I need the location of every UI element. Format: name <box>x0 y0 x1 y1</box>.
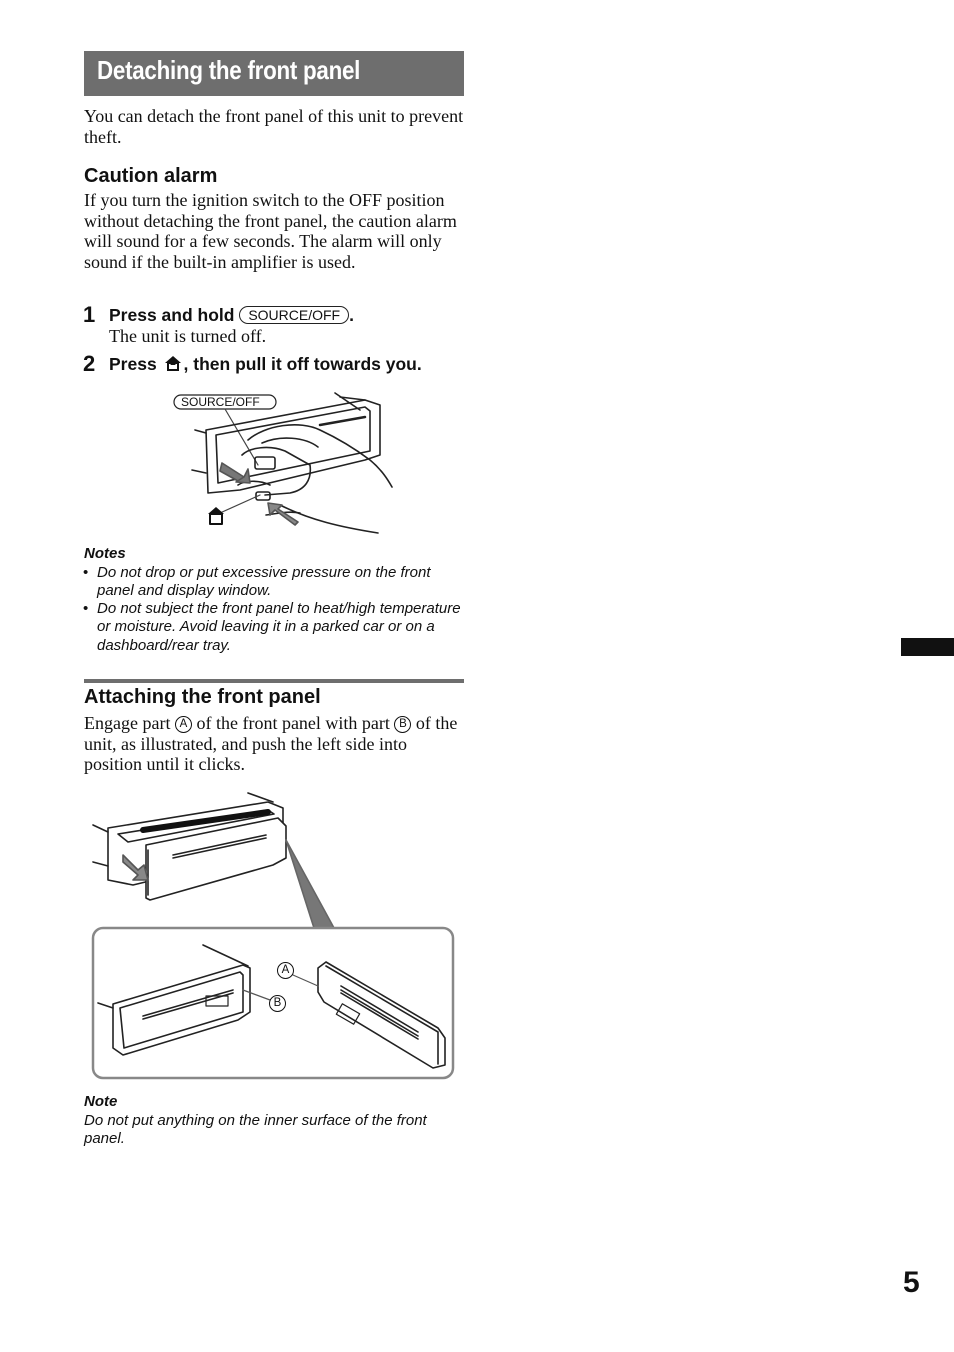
attach-illustration <box>88 790 460 1085</box>
part-b-marker: B <box>394 716 411 733</box>
step-1-text-end: . <box>349 305 354 325</box>
attach-text: of the front panel with part <box>191 713 395 733</box>
step-1-number: 1 <box>83 302 96 327</box>
step-2-text: Press <box>109 354 162 374</box>
attach-paragraph <box>84 713 469 775</box>
step-1-text: Press and hold <box>109 305 240 325</box>
note-text: Do not subject the front panel to heat/high temperature or moisture. Avoid leaving it in a parked car or on a dashboard/rear tray. <box>97 600 461 654</box>
eject-icon <box>164 355 182 377</box>
section-divider <box>84 679 464 683</box>
step-2-instruction <box>109 354 422 377</box>
step-1-instruction <box>109 305 354 326</box>
bullet: • <box>83 564 89 581</box>
source-off-button-label: SOURCE/OFF <box>239 306 349 324</box>
note-item <box>83 600 465 655</box>
intro-paragraph: You can detach the front panel of this unit to prevent theft. <box>84 106 464 147</box>
page-number: 5 <box>903 1266 920 1299</box>
part-b-label-text: B <box>269 995 286 1012</box>
note-text: Do not drop or put excessive pressure on the front panel and display window. <box>97 564 431 600</box>
section-title: Detaching the front panel <box>97 55 361 85</box>
figure-part-b-label <box>269 995 286 1013</box>
section-tab-marker <box>901 638 954 656</box>
figure-source-off-label: SOURCE/OFF <box>181 395 260 409</box>
step-2-text-end: , then pull it off towards you. <box>183 354 422 374</box>
figure-part-a-label <box>277 962 294 980</box>
note-heading: Note <box>84 1093 118 1110</box>
step-1-result: The unit is turned off. <box>109 326 267 346</box>
notes-heading: Notes <box>84 545 126 562</box>
caution-paragraph: If you turn the ignition switch to the OFF position without detaching the front panel, the caution alarm will sound for a few seconds. The alarm will only sound if the built-in amplifier is used. <box>84 190 457 272</box>
note-item <box>83 564 465 601</box>
part-a-marker: A <box>175 716 192 733</box>
attach-text: Engage part <box>84 713 175 733</box>
note-text: Do not put anything on the inner surface of the front panel. <box>84 1112 427 1148</box>
part-a-label-text: A <box>277 962 294 979</box>
step-2-number: 2 <box>83 351 96 376</box>
detach-illustration <box>170 385 410 540</box>
bullet: • <box>83 600 89 617</box>
attach-heading: Attaching the front panel <box>84 686 321 708</box>
caution-heading: Caution alarm <box>84 165 218 187</box>
attach-text: of the unit, as illustrated, and push the left side into position until it clicks. <box>84 713 458 774</box>
